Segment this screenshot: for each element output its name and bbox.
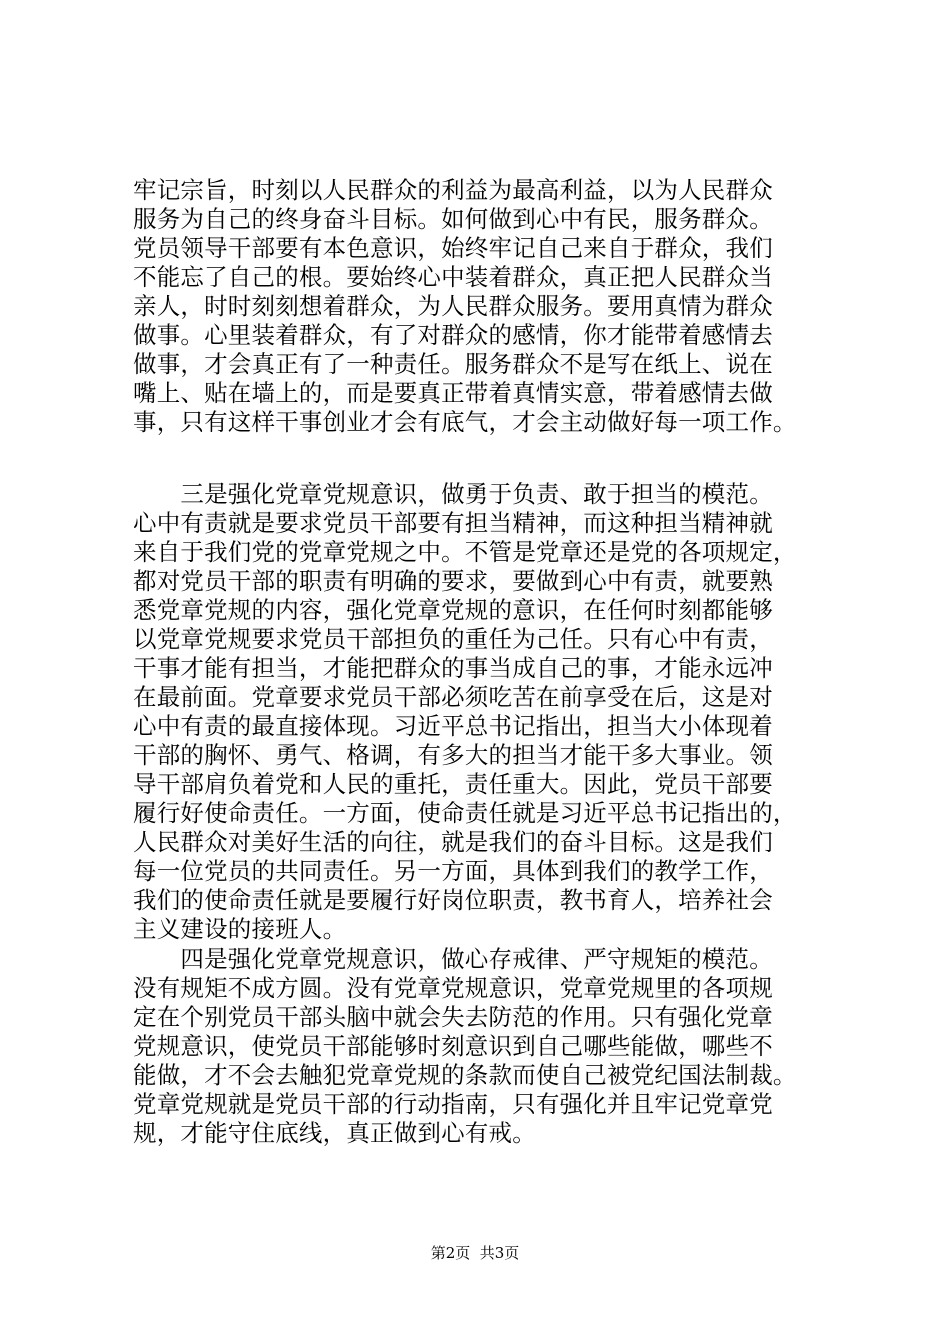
paragraph-line: 做事。心里装着群众，有了对群众的感情，你才能带着感情去 (133, 321, 773, 349)
page-number-label: 第2页 共3页 (430, 1244, 520, 1262)
paragraph-line: 每一位党员的共同责任。另一方面，具体到我们的教学工作， (133, 857, 773, 885)
paragraph-line: 心中有责就是要求党员干部要有担当精神，而这种担当精神就 (133, 509, 773, 537)
paragraph-line: 党员领导干部要有本色意识，始终牢记自己来自于群众，我们 (133, 234, 773, 262)
paragraph-line: 党章党规就是党员干部的行动指南，只有强化并且牢记党章党 (133, 1090, 773, 1118)
paragraph-line: 规，才能守住底线，真正做到心有戒。 (133, 1119, 536, 1147)
paragraph-line: 干部的胸怀、勇气、格调，有多大的担当才能干多大事业。领 (133, 741, 773, 769)
paragraph-line: 心中有责的最直接体现。习近平总书记指出，担当大小体现着 (133, 712, 773, 740)
paragraph-line: 做事，才会真正有了一种责任。服务群众不是写在纸上、说在 (133, 350, 773, 378)
paragraph-line: 我们的使命责任就是要履行好岗位职责，教书育人，培养社会 (133, 886, 773, 914)
paragraph-line: 定在个别党员干部头脑中就会失去防范的作用。只有强化党章 (133, 1003, 773, 1031)
paragraph-line: 来自于我们党的党章党规之中。不管是党章还是党的各项规定， (133, 538, 797, 566)
paragraph-line: 干事才能有担当，才能把群众的事当成自己的事，才能永远冲 (133, 654, 773, 682)
paragraph-line: 能做，才不会去触犯党章党规的条款而使自己被党纪国法制裁。 (133, 1061, 797, 1089)
paragraph-line: 牢记宗旨，时刻以人民群众的利益为最高利益，以为人民群众 (133, 176, 773, 204)
paragraph-line: 主义建设的接班人。 (133, 915, 347, 943)
paragraph-point-three (133, 480, 833, 944)
paragraph-line: 悉党章党规的内容，强化党章党规的意识，在任何时刻都能够 (133, 596, 773, 624)
paragraph-line: 三是强化党章党规意识，做勇于负责、敢于担当的模范。 (133, 480, 773, 508)
paragraph-line: 服务为自己的终身奋斗目标。如何做到心中有民，服务群众。 (133, 205, 773, 233)
paragraph-line: 嘴上、贴在墙上的，而是要真正带着真情实意，带着感情去做 (133, 379, 773, 407)
paragraph-line: 履行好使命责任。一方面，使命责任就是习近平总书记指出的， (133, 799, 797, 827)
paragraph-service-masses (133, 176, 833, 437)
paragraph-line: 在最前面。党章要求党员干部必须吃苦在前享受在后，这是对 (133, 683, 773, 711)
paragraph-line: 党规意识，使党员干部能够时刻意识到自己哪些能做，哪些不 (133, 1032, 773, 1060)
paragraph-line: 四是强化党章党规意识，做心存戒律、严守规矩的模范。 (133, 945, 773, 973)
paragraph-line: 以党章党规要求党员干部担负的重任为己任。只有心中有责， (133, 625, 773, 653)
paragraph-line: 没有规矩不成方圆。没有党章党规意识，党章党规里的各项规 (133, 974, 773, 1002)
page-footer (0, 1243, 950, 1263)
paragraph-point-four (133, 945, 833, 1148)
paragraph-line: 事，只有这样干事创业才会有底气，才会主动做好每一项工作。 (133, 408, 797, 436)
paragraph-line: 亲人，时时刻刻想着群众，为人民群众服务。要用真情为群众 (133, 292, 773, 320)
paragraph-line: 人民群众对美好生活的向往，就是我们的奋斗目标。这是我们 (133, 828, 773, 856)
paragraph-line: 导干部肩负着党和人民的重托，责任重大。因此，党员干部要 (133, 770, 773, 798)
paragraph-line: 不能忘了自己的根。要始终心中装着群众，真正把人民群众当 (133, 263, 773, 291)
paragraph-line: 都对党员干部的职责有明确的要求，要做到心中有责，就要熟 (133, 567, 773, 595)
